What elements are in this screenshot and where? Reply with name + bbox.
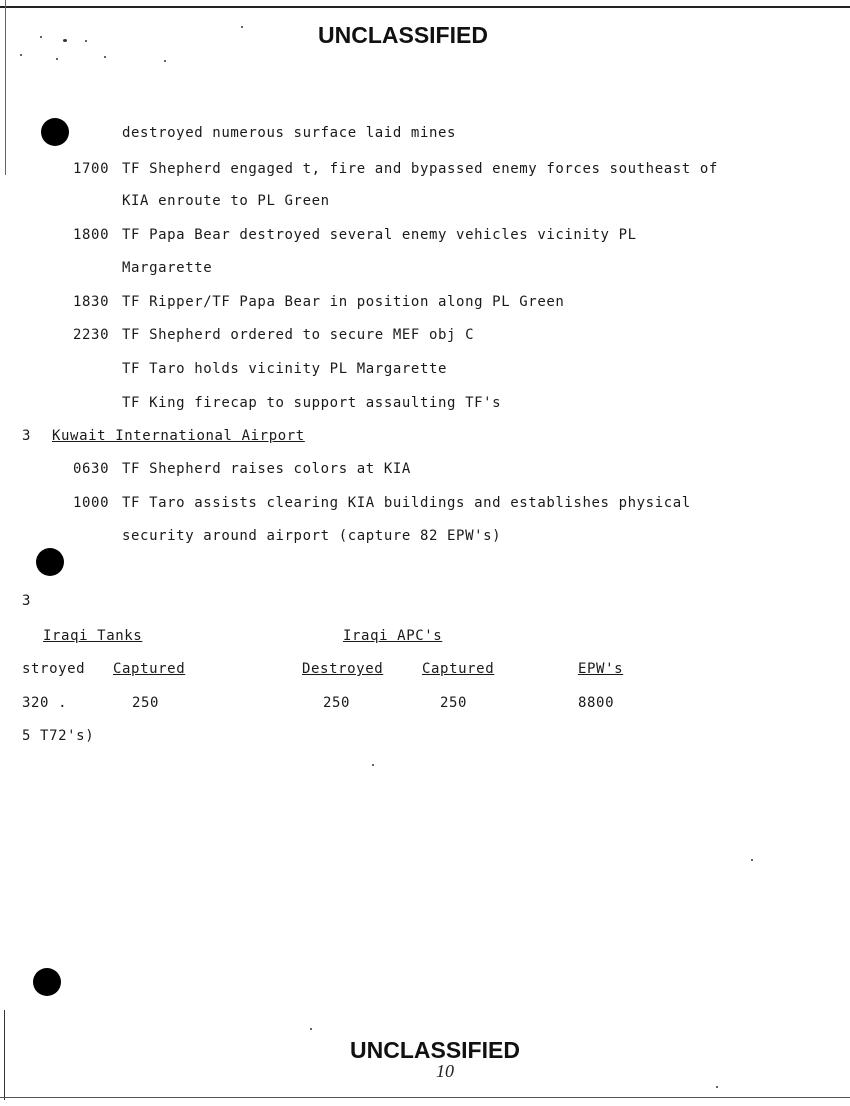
log-text: TF Shepherd engaged t, fire and bypassed enemy forces southeast of <box>122 161 718 177</box>
value-tanks-captured: 250 <box>132 695 160 711</box>
punch-hole <box>33 968 61 996</box>
scan-speck <box>716 1086 718 1088</box>
scan-speck <box>751 859 753 861</box>
log-text: TF Shepherd raises colors at KIA <box>122 461 411 477</box>
header-epws: EPW's <box>578 661 624 677</box>
log-time: 2230 <box>73 327 110 343</box>
scan-speck <box>40 36 42 38</box>
scan-speck <box>104 56 106 58</box>
log-text: security around airport (capture 82 EPW's) <box>122 528 502 544</box>
apcs-group-heading: Iraqi APC's <box>343 628 443 644</box>
value-apcs-destroyed: 250 <box>323 695 351 711</box>
log-text: TF Papa Bear destroyed several enemy vehicles vicinity PL <box>122 227 637 243</box>
section-title: Kuwait International Airport <box>52 428 305 444</box>
log-time: 1700 <box>73 161 110 177</box>
bottom-border-rule <box>0 1097 850 1098</box>
stats-note: 5 T72's) <box>22 728 95 744</box>
log-time: 0630 <box>73 461 110 477</box>
scan-speck <box>310 1028 312 1030</box>
header-tanks-captured: Captured <box>113 661 186 677</box>
top-border-rule <box>0 6 850 8</box>
log-time: 1800 <box>73 227 110 243</box>
log-time: 1000 <box>73 495 110 511</box>
log-text: KIA enroute to PL Green <box>122 193 330 209</box>
scan-speck <box>63 39 67 42</box>
log-text: TF Ripper/TF Papa Bear in position along PL Green <box>122 294 565 310</box>
classification-header: UNCLASSIFIED <box>318 22 488 48</box>
header-tanks-destroyed: stroyed <box>22 661 86 677</box>
scan-speck <box>372 764 374 766</box>
left-margin-rule <box>5 0 6 175</box>
log-text: Margarette <box>122 260 213 276</box>
scan-speck <box>241 26 243 28</box>
scan-speck <box>56 58 58 60</box>
value-epws: 8800 <box>578 695 615 711</box>
log-text: TF King firecap to support assaulting TF's <box>122 395 502 411</box>
punch-hole <box>36 548 64 576</box>
value-apcs-captured: 250 <box>440 695 468 711</box>
log-text: TF Taro holds vicinity PL Margarette <box>122 361 448 377</box>
section-marker: 3 <box>22 428 32 444</box>
page-number: 10 <box>436 1061 454 1081</box>
left-margin-rule-bottom <box>4 1010 5 1100</box>
punch-hole <box>41 118 69 146</box>
classification-footer: UNCLASSIFIED <box>350 1037 520 1063</box>
scan-speck <box>20 54 22 56</box>
scan-speck <box>164 60 166 62</box>
tanks-group-heading: Iraqi Tanks <box>43 628 143 644</box>
log-text: destroyed numerous surface laid mines <box>122 125 457 141</box>
log-text: TF Taro assists clearing KIA buildings and establishes physical <box>122 495 691 511</box>
header-apcs-destroyed: Destroyed <box>302 661 384 677</box>
header-apcs-captured: Captured <box>422 661 495 677</box>
value-tanks-destroyed: 320 . <box>22 695 68 711</box>
log-time: 1830 <box>73 294 110 310</box>
stats-marker: 3 <box>22 593 32 609</box>
scan-speck <box>85 40 87 42</box>
log-text: TF Shepherd ordered to secure MEF obj C <box>122 327 475 343</box>
